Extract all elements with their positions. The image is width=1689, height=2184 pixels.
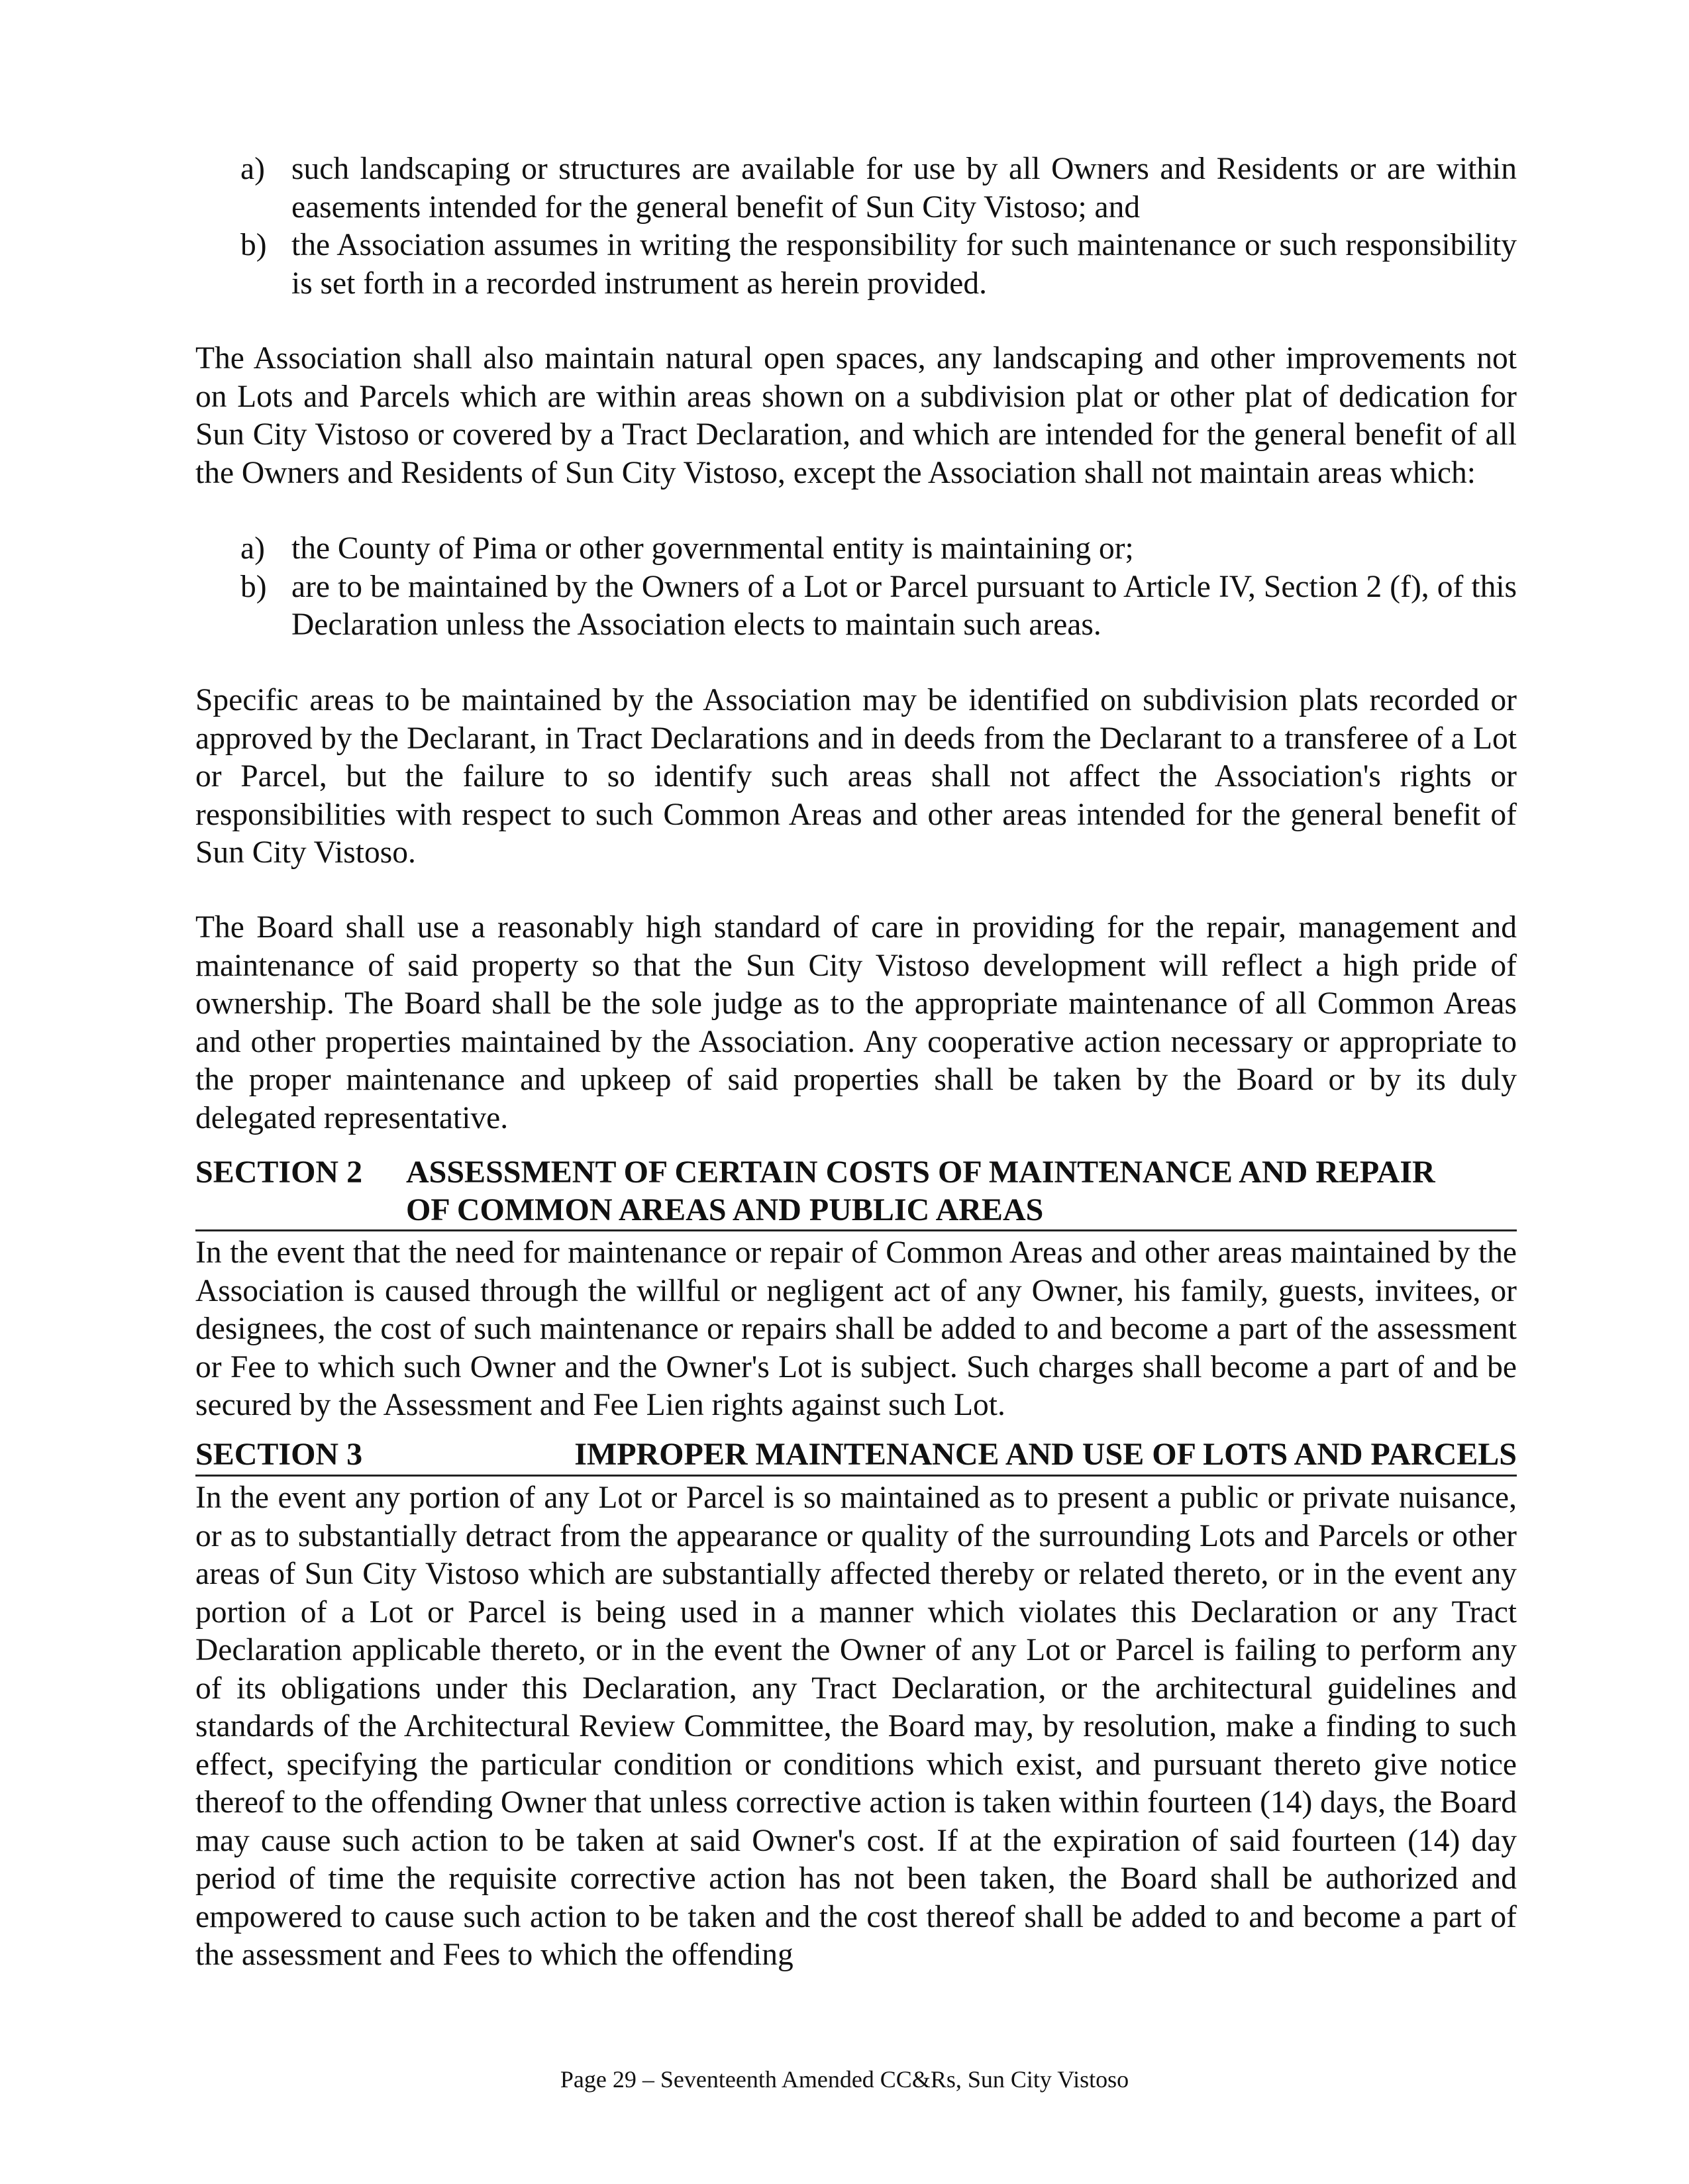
list-marker: a) bbox=[240, 531, 265, 566]
list-item-text: the Association assumes in writing the responsibility for such maintenance or such responsibility is set forth in a recorded instrument as herein provided. bbox=[291, 228, 1517, 301]
paragraph-open-spaces: The Association shall also maintain natural open spaces, any landscaping and other improvements not on Lots and Parcels which are within areas shown on a subdivision plat or other plat of dedication for Sun City Vistoso or covered by a Tract Declaration, and which are intended for the general benefit of all the Owners and Residents of Sun City Vistoso, except the Association shall not maintain areas which: bbox=[195, 341, 1517, 490]
list-marker: b) bbox=[240, 228, 267, 262]
section-title: IMPROPER MAINTENANCE AND USE OF LOTS AND PARCELS bbox=[574, 1437, 1517, 1472]
paragraph-specific-areas: Specific areas to be maintained by the Association may be identified on subdivision plats recorded or approved by the Declarant, in Tract Declarations and in deeds from the Declarant to a transferee of a Lot or Parcel, but the failure to so identify such areas shall not affect the Association's rights or responsibilities with respect to such Common Areas and other areas intended for the general benefit of Sun City Vistoso. bbox=[195, 683, 1517, 870]
section-title-line: ASSESSMENT OF CERTAIN COSTS OF MAINTENANCE AND REPAIR bbox=[406, 1155, 1435, 1190]
maintenance-conditions-list bbox=[195, 150, 1517, 303]
section-3-body: In the event any portion of any Lot or Parcel is so maintained as to present a public or private nuisance, or as to substantially detract from the appearance or quality of the surrounding Lots and Parcels or other areas of Sun City Vistoso which are substantially affected thereby or related thereto, or in the event any portion of a Lot or Parcel is being used in a manner which violates this Declaration or any Tract Declaration applicable thereto, or in the event the Owner of any Lot or Parcel is failing to perform any of its obligations under this Declaration, any Tract Declaration, or the architectural guidelines and standards of the Architectural Review Committee, the Board may, by resolution, make a finding to such effect, specifying the particular condition or conditions which exist, and pursuant thereto give notice thereof to the offending Owner that unless corrective action is taken within fourteen (14) days, the Board may cause such action to be taken at said Owner's cost. If at the expiration of said fourteen (14) day period of time the requisite corrective action has not been taken, the Board shall be authorized and empowered to cause such action to be taken and the cost thereof shall be added to and become a part of the assessment and Fees to which the offending bbox=[195, 1481, 1517, 1972]
paragraph-board-standard: The Board shall use a reasonably high standard of care in providing for the repair, management and maintenance of said property so that the Sun City Vistoso development will reflect a high pride of ownership. The Board shall be the sole judge as to the appropriate maintenance of all Common Areas and other properties maintained by the Association. Any cooperative action necessary or appropriate to the proper maintenance and upkeep of said properties shall be taken by the Board or by its duly delegated representative. bbox=[195, 910, 1517, 1135]
list-item bbox=[195, 530, 1517, 568]
list-item-text: the County of Pima or other governmental entity is maintaining or; bbox=[291, 531, 1134, 566]
list-marker: a) bbox=[240, 152, 265, 186]
list-item-text: are to be maintained by the Owners of a Lot or Parcel pursuant to Article IV, Section 2 (f), of this Declaration unless the Association elects to maintain such areas. bbox=[291, 569, 1517, 642]
page-footer: Page 29 – Seventeenth Amended CC&Rs, Sun City Vistoso bbox=[560, 2066, 1129, 2093]
list-item-text: such landscaping or structures are available for use by all Owners and Residents or are within easements intended for the general benefit of Sun City Vistoso; and bbox=[291, 152, 1517, 225]
section-title bbox=[406, 1153, 1517, 1229]
excluded-areas-list bbox=[195, 530, 1517, 645]
section-title-line: OF COMMON AREAS AND PUBLIC AREAS bbox=[406, 1192, 1044, 1227]
list-marker: b) bbox=[240, 569, 267, 604]
section-number: SECTION 2 bbox=[195, 1155, 363, 1190]
section-divider bbox=[195, 1229, 1517, 1231]
list-item bbox=[195, 568, 1517, 645]
section-2-body: In the event that the need for maintenance or repair of Common Areas and other areas maintained by the Association is caused through the willful or negligent act of any Owner, his family, guests, invitees, or designees, the cost of such maintenance or repairs shall be added to and become a part of the assessment or Fee to which such Owner and the Owner's Lot is subject. Such charges shall become a part of and be secured by the Assessment and Fee Lien rights against such Lot. bbox=[195, 1235, 1517, 1422]
section-divider bbox=[195, 1475, 1517, 1477]
list-item bbox=[195, 150, 1517, 227]
section-number: SECTION 3 bbox=[195, 1437, 363, 1472]
list-item bbox=[195, 227, 1517, 303]
